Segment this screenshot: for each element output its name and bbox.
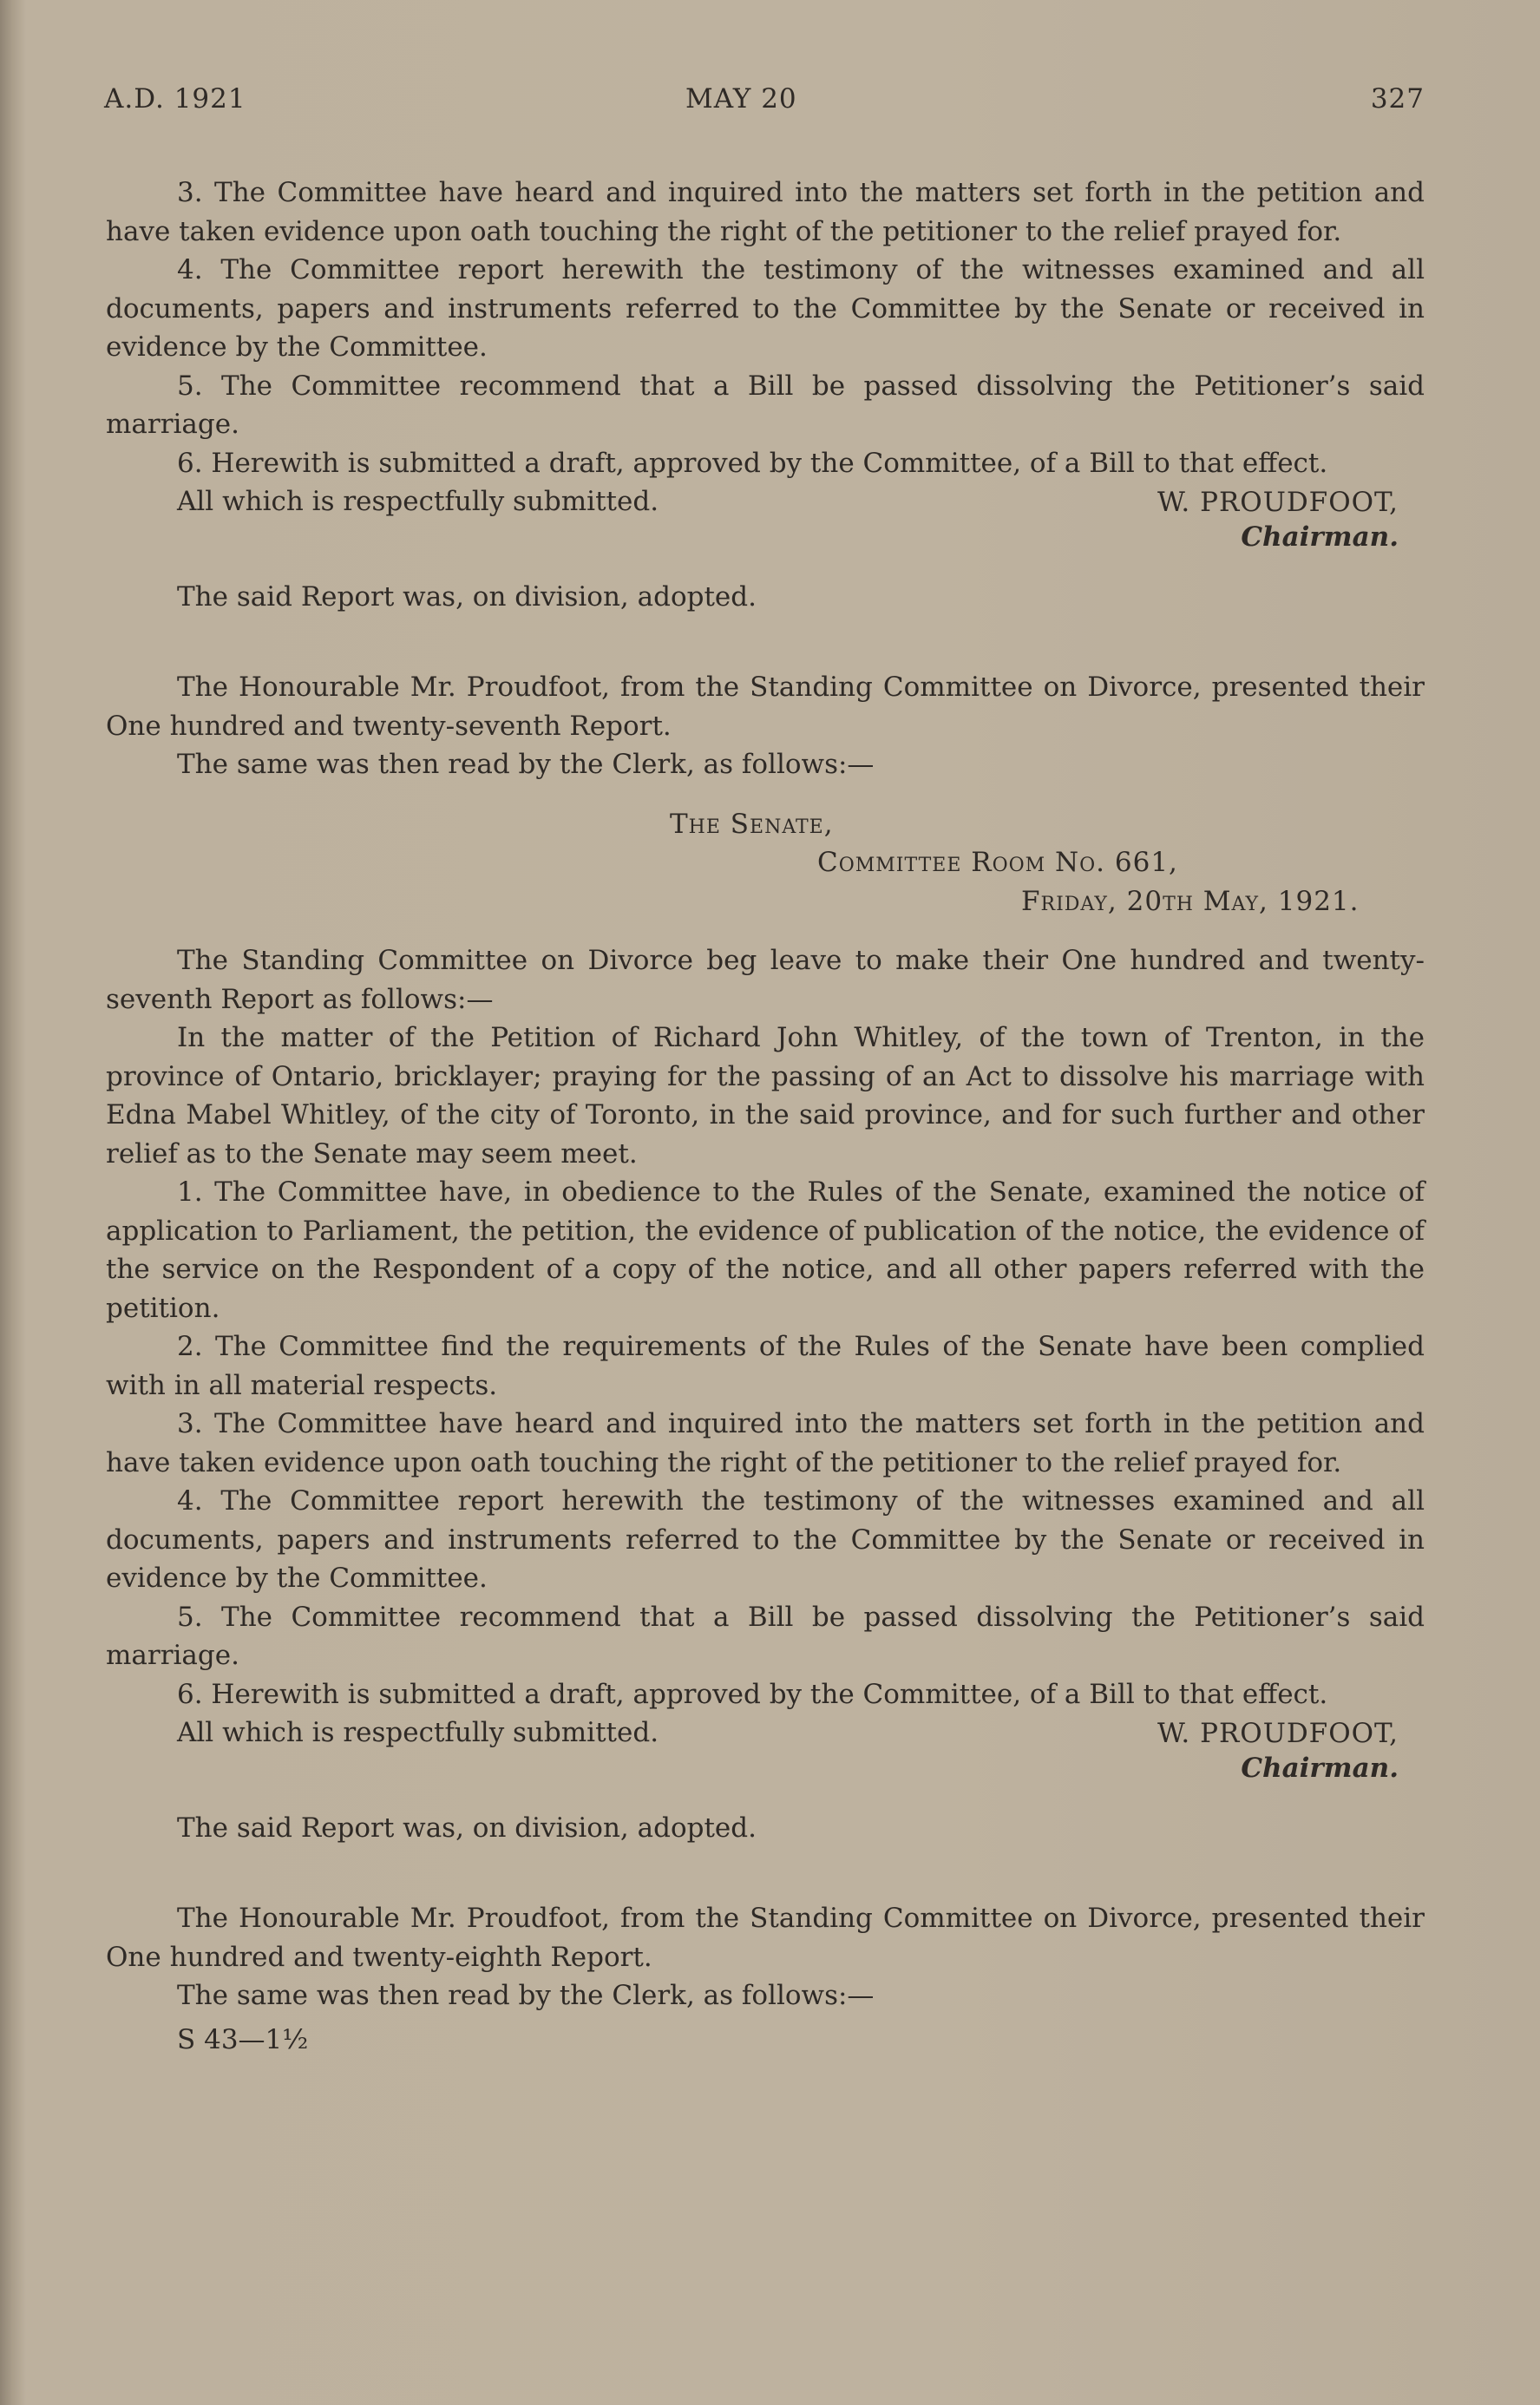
adoption-line: The said Report was, on division, adopted. <box>177 580 757 613</box>
paragraph-1: 1. The Committee have, in obedience to the Rules of the Senate, examined the notice of application to Parliament, the petition, the evidence of publication of the notice, the evidence of the service on the Respondent of a copy of the notice, and all other papers referred with the petition. <box>106 1176 1425 1324</box>
paragraph-4: 4. The Committee report herewith the testimony of the witnesses examined and all documents, papers and instruments referred to the Committee by the Senate or received in evidence by the Committee. <box>106 1485 1425 1594</box>
signature-role: Chairman. <box>1241 1753 1399 1784</box>
paragraph-6: 6. Herewith is submitted a draft, approved by the Committee, of a Bill to that effect. <box>177 447 1328 479</box>
address-senate: The Senate, <box>670 808 834 840</box>
matter-paragraph: In the matter of the Petition of Richard John Whitley, of the town of Trenton, in the province of Ontario, bricklayer; praying for the passing of an Act to dissolve his marriage with Edna Mabel Whitley, of the city of Toronto, in the said province, and for such further and other relief as to the Senate may seem meet. <box>106 1022 1425 1170</box>
page-header <box>104 83 1425 135</box>
paragraph-3: 3. The Committee have heard and inquired into the matters set forth in the petition and have taken evidence upon oath touching the right of the petitioner to the relief prayed for. <box>106 177 1425 247</box>
intro-paragraph: The Honourable Mr. Proudfoot, from the Standing Committee on Divorce, presented their One hundred and twenty-eighth Report. <box>106 1903 1425 1973</box>
report-intro: The Standing Committee on Divorce beg leave to make their One hundred and twenty-seventh Report as follows:— <box>106 945 1425 1015</box>
paragraph-2: 2. The Committee find the requirements of the Rules of the Senate have been complied with in all material respects. <box>106 1331 1425 1401</box>
document-body <box>106 174 1425 2059</box>
signature-mark: S 43—1½ <box>177 2023 309 2055</box>
paragraph-6: 6. Herewith is submitted a draft, approved by the Committee, of a Bill to that effect. <box>177 1678 1328 1710</box>
header-year: A.D. 1921 <box>104 83 246 115</box>
submission-line: All which is respectfully submitted. <box>177 486 659 517</box>
paragraph-5: 5. The Committee recommend that a Bill be passed dissolving the Petitioner’s said marriage. <box>106 370 1425 440</box>
address-room: Committee Room No. 661, <box>817 847 1178 878</box>
signature-role: Chairman. <box>1241 521 1399 553</box>
intro-paragraph: The Honourable Mr. Proudfoot, from the Standing Committee on Divorce, presented their One hundred and twenty-seventh Report. <box>106 672 1425 742</box>
submission-line: All which is respectfully submitted. <box>177 1717 659 1748</box>
signature-name: W. PROUDFOOT, <box>1157 1717 1399 1749</box>
read-by-clerk: The same was then read by the Clerk, as follows:— <box>177 1980 875 2011</box>
address-date: Friday, 20th May, 1921. <box>1021 885 1360 917</box>
read-by-clerk: The same was then read by the Clerk, as follows:— <box>177 749 875 780</box>
signature-name: W. PROUDFOOT, <box>1157 486 1399 518</box>
header-date: MAY 20 <box>685 83 797 115</box>
paragraph-3: 3. The Committee have heard and inquired into the matters set forth in the petition and have taken evidence upon oath touching the right of the petitioner to the relief prayed for. <box>106 1408 1425 1478</box>
page-number: 327 <box>1370 83 1425 115</box>
paragraph-4: 4. The Committee report herewith the testimony of the witnesses examined and all documents, papers and instruments referred to the Committee by the Senate or received in evidence by the Committee. <box>106 254 1425 363</box>
paragraph-5: 5. The Committee recommend that a Bill be passed dissolving the Petitioner’s said marriage. <box>106 1601 1425 1671</box>
adoption-line: The said Report was, on division, adopted. <box>177 1812 757 1844</box>
